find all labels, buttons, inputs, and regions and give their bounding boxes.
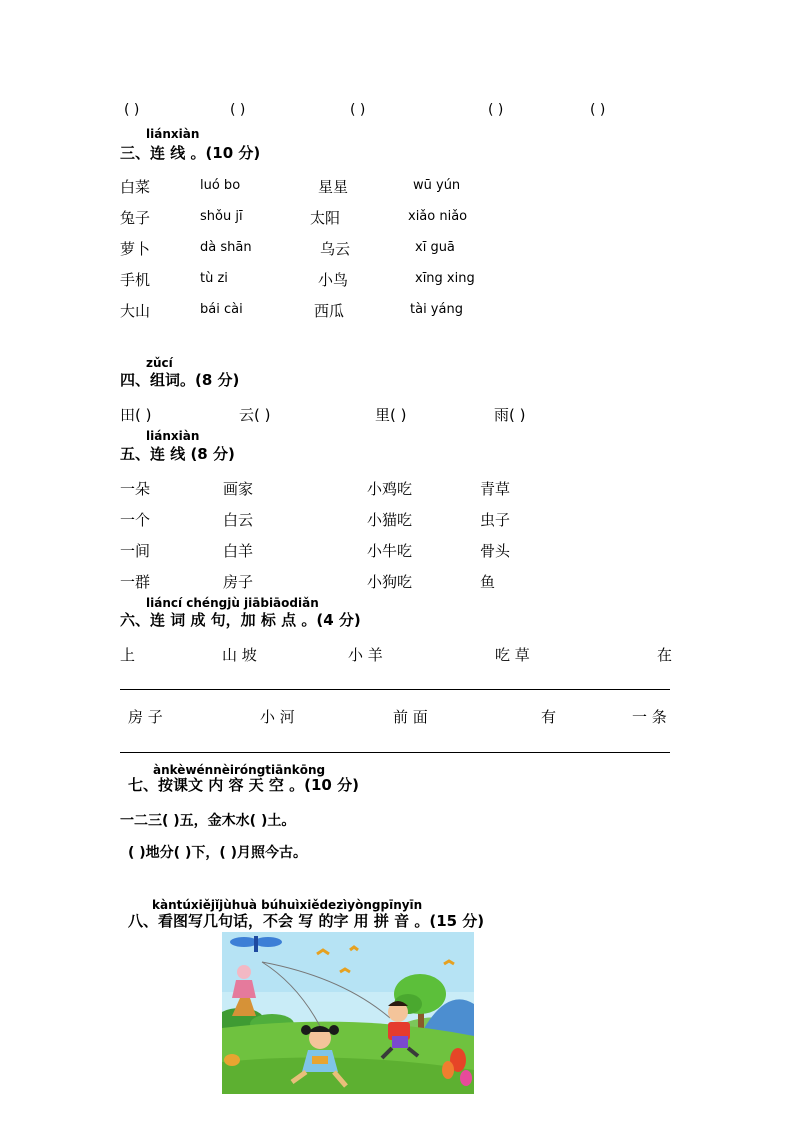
s5-word: 小狗吃 bbox=[367, 573, 413, 591]
s4-item-2: 云( ) bbox=[239, 406, 271, 424]
s7-title: 七、按课文 内 容 天 空 。(10 分) bbox=[128, 776, 359, 794]
s6-word: 前 面 bbox=[393, 708, 428, 726]
s3-word: 太阳 bbox=[310, 209, 341, 227]
s6-title: 六、连 词 成 句，加 标 点 。(4 分) bbox=[120, 611, 361, 629]
s3-pinyin-item: wū yún bbox=[413, 178, 461, 193]
s5-word: 一个 bbox=[120, 511, 151, 529]
s4-item-3: 里( ) bbox=[375, 406, 407, 424]
s5-word: 小猫吃 bbox=[367, 511, 413, 529]
s3-pinyin-item: bái cài bbox=[200, 302, 243, 317]
answer-paren-5: ( ) bbox=[590, 102, 606, 118]
s3-word: 星星 bbox=[318, 178, 349, 196]
s5-word: 一间 bbox=[120, 542, 151, 560]
answer-paren-4: ( ) bbox=[488, 102, 504, 118]
s7-line-1: 一二三( )五，金木水( )土。 bbox=[120, 813, 296, 829]
s3-word: 西瓜 bbox=[314, 302, 345, 320]
s3-word: 白菜 bbox=[120, 178, 151, 196]
s5-word: 青草 bbox=[480, 480, 511, 498]
s5-word: 白羊 bbox=[223, 542, 254, 560]
s3-word: 乌云 bbox=[320, 240, 351, 258]
s5-word: 鱼 bbox=[480, 573, 496, 591]
s6-word: 吃 草 bbox=[495, 646, 530, 664]
answer-paren-1: ( ) bbox=[124, 102, 140, 118]
s7-pinyin: ànkèwénnèiróngtiānkōng bbox=[153, 763, 326, 777]
s7-line-2: ( )地分( )下，( )月照今古。 bbox=[128, 845, 308, 861]
s3-pinyin-item: dà shān bbox=[200, 240, 252, 255]
s3-pinyin-item: xīng xing bbox=[415, 271, 475, 286]
answer-paren-3: ( ) bbox=[350, 102, 366, 118]
s5-pinyin: liánxiàn bbox=[146, 429, 200, 443]
s6-word: 在 bbox=[657, 646, 673, 664]
s6-answer-line-2[interactable] bbox=[120, 752, 670, 753]
s4-pinyin: zǔcí bbox=[146, 356, 173, 370]
s6-word: 上 bbox=[120, 646, 136, 664]
s8-title: 八、看图写几句话，不会 写 的字 用 拼 音 。(15 分) bbox=[128, 912, 485, 930]
kite-flying-illustration bbox=[222, 932, 474, 1094]
s6-pinyin: liáncí chéngjù jiābiāodiǎn bbox=[146, 596, 319, 610]
s3-pinyin-item: xī guā bbox=[415, 240, 455, 255]
answer-paren-2: ( ) bbox=[230, 102, 246, 118]
s5-word: 房子 bbox=[223, 573, 254, 591]
s3-word: 萝卜 bbox=[120, 240, 151, 258]
s6-word: 有 bbox=[541, 708, 557, 726]
s5-word: 白云 bbox=[223, 511, 254, 529]
s3-title: 三、连 线 。(10 分) bbox=[120, 144, 261, 162]
s3-pinyin-item: luó bo bbox=[200, 178, 241, 193]
s3-word: 兔子 bbox=[120, 209, 151, 227]
s3-pinyin: liánxiàn bbox=[146, 127, 200, 141]
s6-word: 小 羊 bbox=[348, 646, 383, 664]
s8-pinyin: kàntúxiějǐjùhuà búhuìxiědezìyòngpīnyīn bbox=[152, 898, 423, 912]
s6-word: 一 条 bbox=[632, 708, 667, 726]
s3-pinyin-item: tù zi bbox=[200, 271, 228, 286]
kite-scene-svg bbox=[222, 932, 474, 1094]
s3-word: 大山 bbox=[120, 302, 151, 320]
s4-title: 四、组词。(8 分) bbox=[120, 371, 240, 389]
s5-word: 小鸡吃 bbox=[367, 480, 413, 498]
s4-item-4: 雨( ) bbox=[494, 406, 526, 424]
s3-word: 小鸟 bbox=[318, 271, 349, 289]
s5-word: 骨头 bbox=[480, 542, 511, 560]
s5-title: 五、连 线 (8 分) bbox=[120, 445, 235, 463]
s3-pinyin-item: shǒu jī bbox=[200, 209, 243, 224]
s5-word: 一群 bbox=[120, 573, 151, 591]
s4-item-1: 田( ) bbox=[120, 406, 152, 424]
s6-answer-line-1[interactable] bbox=[120, 689, 670, 690]
s6-word: 山 坡 bbox=[222, 646, 257, 664]
s3-word: 手机 bbox=[120, 271, 151, 289]
s3-pinyin-item: tài yáng bbox=[410, 302, 463, 317]
s5-word: 画家 bbox=[223, 480, 254, 498]
s5-word: 一朵 bbox=[120, 480, 151, 498]
s5-word: 虫子 bbox=[480, 511, 511, 529]
s5-word: 小牛吃 bbox=[367, 542, 413, 560]
s3-pinyin-item: xiǎo niǎo bbox=[408, 209, 468, 224]
s6-word: 房 子 bbox=[128, 708, 163, 726]
s6-word: 小 河 bbox=[260, 708, 295, 726]
